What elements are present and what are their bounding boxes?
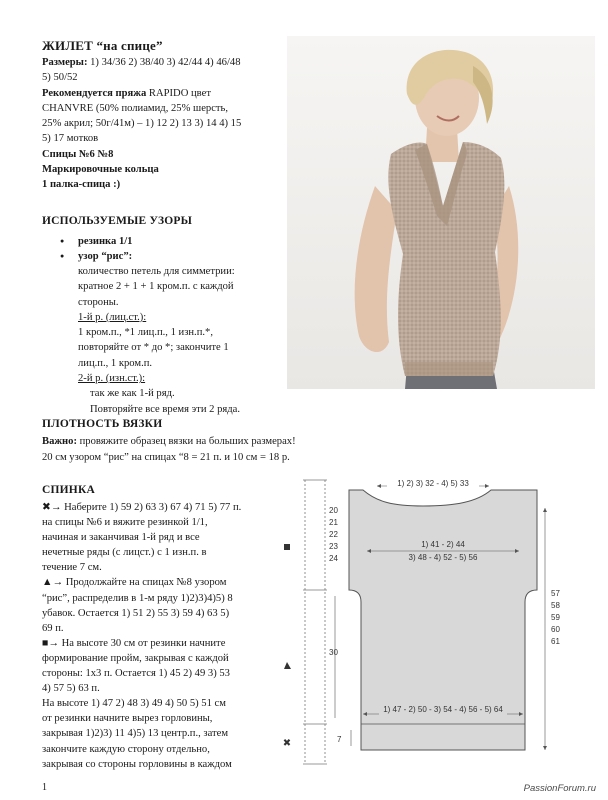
pattern-rib: ● резинка 1/1 xyxy=(78,234,132,249)
sizes-label: Размеры: xyxy=(42,57,88,68)
yarn-text: цвет xyxy=(188,87,211,99)
back-line: “рис”, распределив в 1-м ряду 1)2)3)4)5) 8 xyxy=(42,592,233,604)
back-line: стороны: 1х3 п. Остается 1) 45 2) 49 3) 53 xyxy=(42,668,230,680)
bottom-width-label: 1) 47 - 2) 50 - 3) 54 - 4) 56 - 5) 64 xyxy=(383,705,503,714)
rib-height: 7 xyxy=(337,735,342,744)
right-height: 59 xyxy=(551,613,560,622)
rice-line: кратное 2 + 1 + 1 кром.п. с каждой xyxy=(78,281,234,293)
back-line: от резинки начните вырез горловины, xyxy=(42,713,213,725)
watermark: PassionForum.ru xyxy=(523,783,596,794)
row2-line: так же как 1-й ряд. xyxy=(90,388,175,400)
gauge-important-text: провяжите образец вязки на больших размерах! xyxy=(76,436,296,447)
back-line: на спицы №6 и вяжите резинкой 1/1, xyxy=(42,517,208,529)
yarn-text-3: 25% акрил; 50г/41м) – 1) 12 2) 13 3) 14 4) 15 xyxy=(42,118,242,130)
cable-needle: 1 палка-спица :) xyxy=(42,179,121,191)
back-line: ■→ На высоте 30 см от резинки начните xyxy=(42,637,226,649)
back-line: На высоте 1) 47 2) 48 3) 49 4) 50 5) 51 см xyxy=(42,698,226,710)
back-line: начиная и заканчивая 1-й ряд и все xyxy=(42,532,200,544)
back-line: ▲→ Продолжайте на спицах №8 узором xyxy=(42,577,227,589)
materials-block xyxy=(42,55,287,193)
gauge-heading: ПЛОТНОСТЬ ВЯЗКИ xyxy=(42,418,163,430)
back-line: нечетные ряды (с лицст.) с 1 изн.п. в xyxy=(42,547,207,559)
right-height: 61 xyxy=(551,637,560,646)
page-title: ЖИЛЕТ “на спице” xyxy=(42,38,163,53)
yarn-text-2: CHANVRE (50% полиамид, 25% шерсть, xyxy=(42,102,229,114)
left-height: 23 xyxy=(329,542,338,551)
square-marker-icon xyxy=(284,544,290,550)
back-line: закрывая со стороны горловины в каждом xyxy=(42,758,232,770)
right-height: 58 xyxy=(551,601,560,610)
page-number: 1 xyxy=(42,782,47,793)
yarn-brand: RAPIDO xyxy=(148,87,189,99)
gauge-important xyxy=(42,434,296,449)
right-height: 60 xyxy=(551,625,560,634)
back-line: закончите каждую сторону отдельно, xyxy=(42,743,210,755)
model-illustration xyxy=(287,36,595,389)
back-line: закрывая 1)2)3) 11 4)5) 13 центр.п., затем xyxy=(42,728,229,740)
left-height: 24 xyxy=(329,554,338,563)
vest-hem xyxy=(405,362,493,376)
back-instructions xyxy=(42,500,278,772)
back-line: убавок. Остается 1) 51 2) 55 3) 59 4) 63 5) xyxy=(42,607,230,619)
model-photo xyxy=(287,36,595,389)
back-schematic xyxy=(275,472,587,772)
yarn-text-4: 5) 17 мотков xyxy=(42,133,99,145)
yarn-label: Рекомендуется пряжа xyxy=(42,87,149,99)
gauge-line: 20 см узором “рис” на спицах “8 = 21 п. и 10 см = 18 р. xyxy=(42,452,290,463)
sizes-text: 1) 34/36 2) 38/40 3) 42/44 4) 46/48 xyxy=(87,57,241,68)
back-heading: СПИНКА xyxy=(42,484,95,496)
row1-line: 1 кром.п., *1 лиц.п., 1 изн.п.*, xyxy=(78,327,213,339)
back-line: формирование пройм, закрывая с каждой xyxy=(42,652,229,664)
rice-line: стороны. xyxy=(78,296,119,308)
neck-width-label: 1) 2) 3) 32 - 4) 5) 33 xyxy=(397,479,469,488)
row2-label: 2-й р. (изн.ст.): xyxy=(78,373,146,385)
left-height: 21 xyxy=(329,518,338,527)
markers: Маркировочные кольца xyxy=(42,164,159,176)
left-height: 22 xyxy=(329,530,338,539)
right-height: 57 xyxy=(551,589,560,598)
left-height: 20 xyxy=(329,506,338,515)
pattern-rice: ● узор “рис”: xyxy=(78,249,132,264)
schematic-svg xyxy=(275,472,587,772)
row1-line: лиц.п., 1 кром.п. xyxy=(78,357,153,369)
chest-width-top: 1) 41 - 2) 44 xyxy=(421,540,465,549)
cross-marker-icon: ✖ xyxy=(282,738,292,749)
chest-width-bottom: 3) 48 - 4) 52 - 5) 56 xyxy=(408,553,478,562)
row1-line: повторяйте от * до *; закончите 1 xyxy=(78,342,229,354)
triangle-marker-icon xyxy=(284,662,291,669)
patterns-heading: ИСПОЛЬЗУЕМЫЕ УЗОРЫ xyxy=(42,215,193,227)
row2-line: Повторяйте все время эти 2 ряда. xyxy=(90,403,240,415)
back-line: 4) 57 5) 63 п. xyxy=(42,683,100,695)
rice-description xyxy=(78,264,288,417)
needles: Спицы №6 №8 xyxy=(42,148,114,160)
back-line: 69 п. xyxy=(42,622,64,634)
mid-height: 30 xyxy=(329,648,338,657)
gauge-important-label: Важно: xyxy=(42,436,77,447)
back-line: ✖→ Наберите 1) 59 2) 63 3) 67 4) 71 5) 77 п. xyxy=(42,502,242,513)
rice-line: количество петель для симметрии: xyxy=(78,266,235,277)
row1-label: 1-й р. (лиц.ст.): xyxy=(78,311,147,323)
back-line: течение 7 см. xyxy=(42,562,102,574)
sizes-text-2: 5) 50/52 xyxy=(42,72,78,84)
